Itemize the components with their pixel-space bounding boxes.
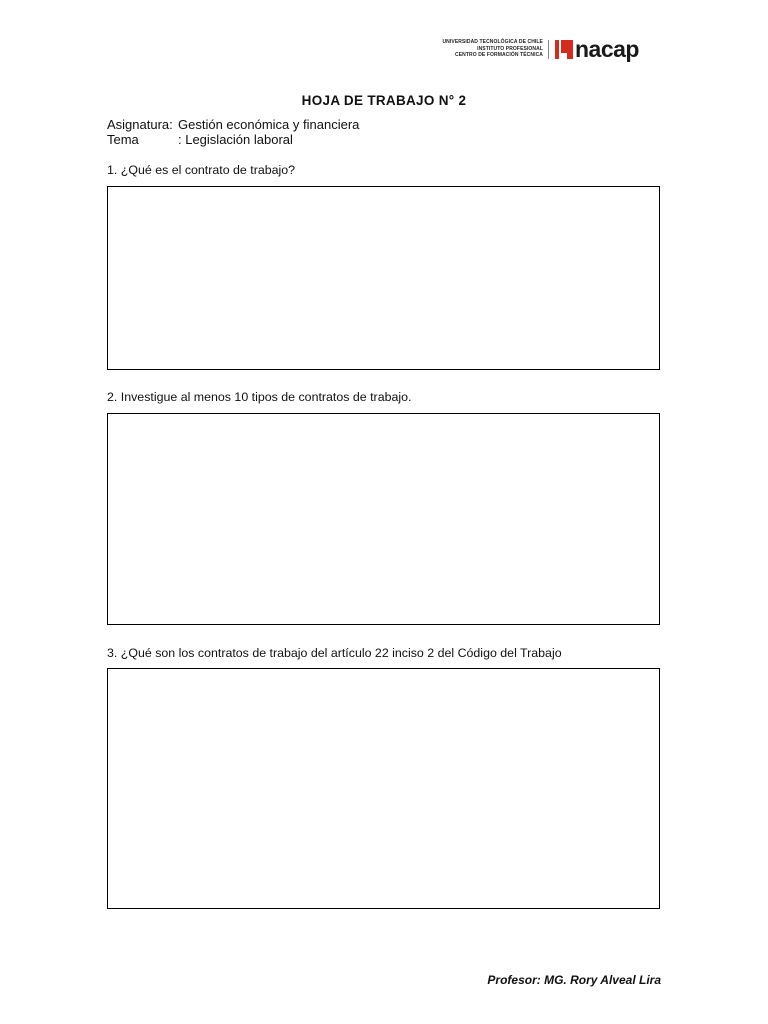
question-2: 2. Investigue al menos 10 tipos de contratos de trabajo. — [107, 390, 412, 404]
header-divider — [548, 40, 549, 59]
institution-text — [405, 39, 543, 59]
inacap-logo — [555, 37, 657, 63]
professor-signature: Profesor: MG. Rory Alveal Lira — [487, 973, 661, 987]
institution-line: UNIVERSIDAD TECNOLÓGICA DE CHILE — [442, 39, 543, 45]
subject-label: Asignatura: — [107, 117, 173, 132]
inacap-logo-icon — [555, 40, 573, 59]
topic-value: : Legislación laboral — [178, 132, 293, 147]
answer-box-2[interactable] — [107, 413, 660, 625]
page-title: HOJA DE TRABAJO N° 2 — [301, 93, 467, 108]
topic-label: Tema — [107, 132, 139, 147]
institution-line: INSTITUTO PROFESIONAL — [477, 45, 543, 52]
question-3: 3. ¿Qué son los contratos de trabajo del artículo 22 inciso 2 del Código del Trabajo — [107, 646, 562, 660]
answer-box-3[interactable] — [107, 668, 660, 909]
subject-value: Gestión económica y financiera — [178, 117, 360, 132]
topic-row — [107, 132, 293, 148]
logo-wordmark: nacap — [575, 36, 639, 62]
question-1: 1. ¿Qué es el contrato de trabajo? — [107, 163, 296, 177]
answer-box-1[interactable] — [107, 186, 660, 370]
institution-line: CENTRO DE FORMACIÓN TÉCNICA — [455, 52, 543, 59]
subject-row — [107, 117, 359, 133]
